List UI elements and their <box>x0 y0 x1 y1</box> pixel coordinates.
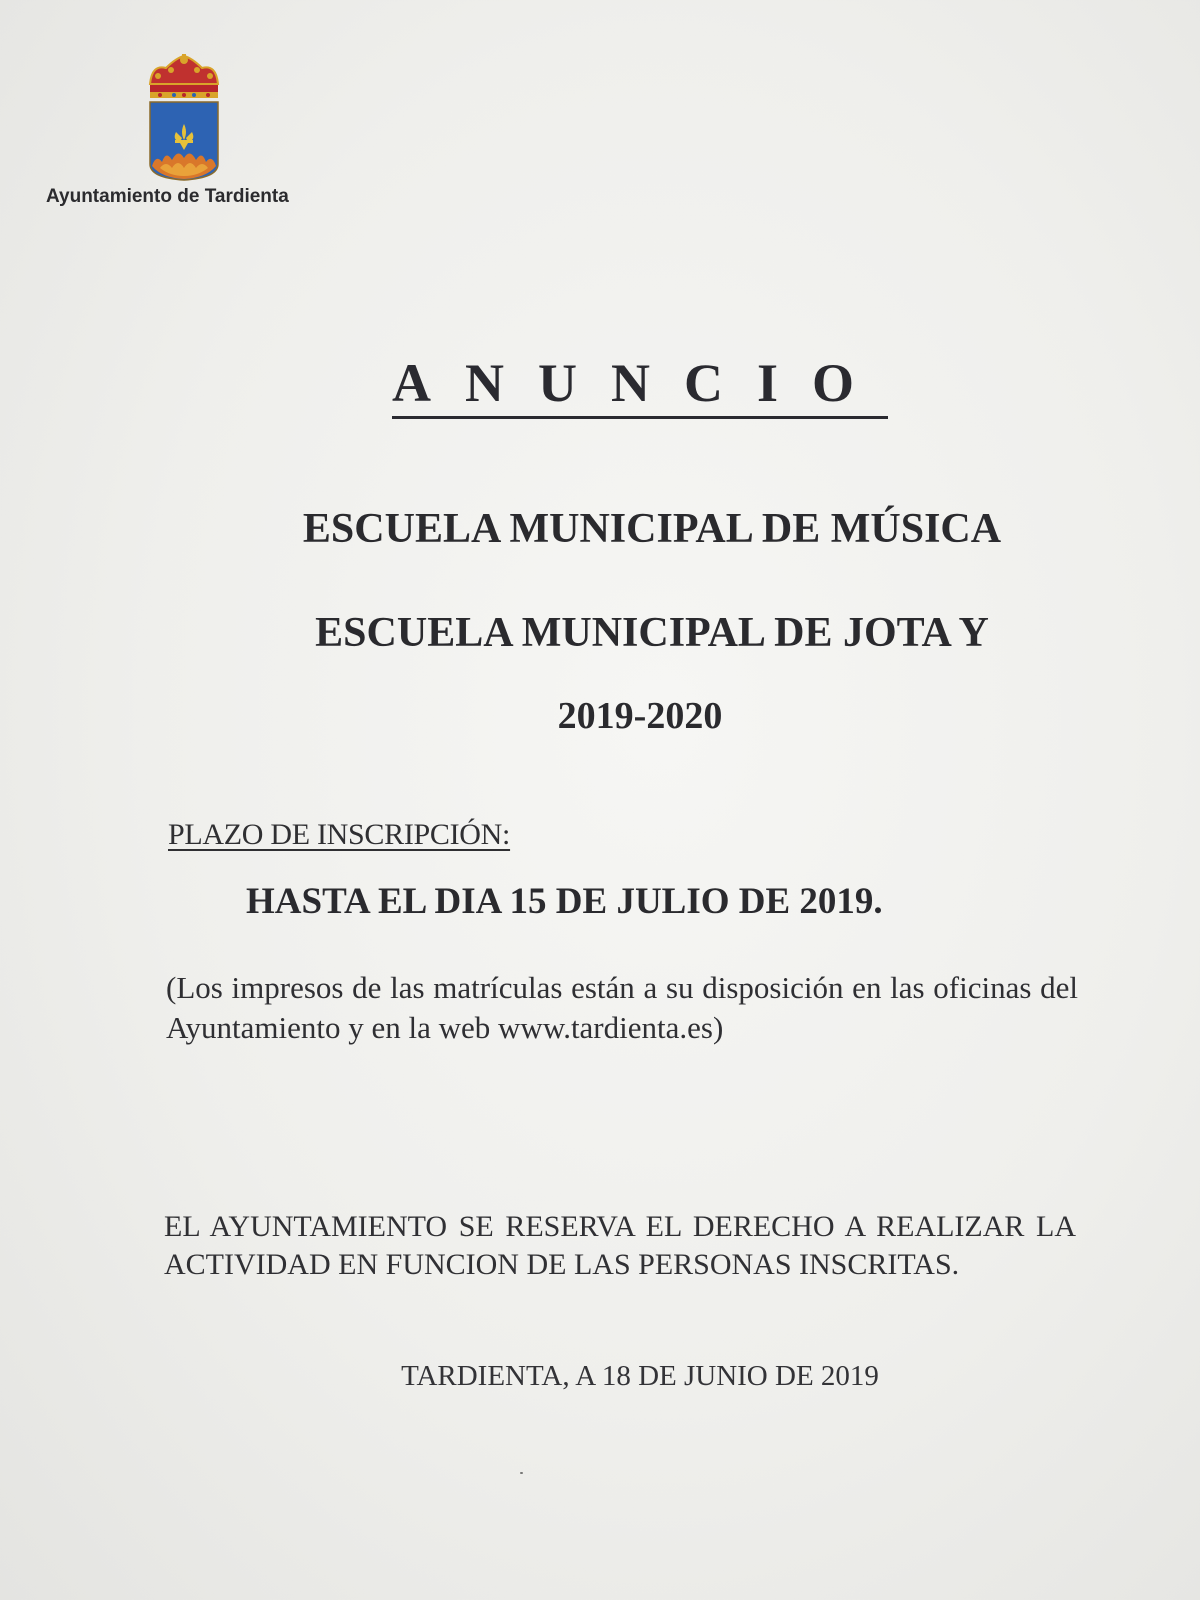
forms-note: (Los impresos de las matrículas están a su disposición en las oficinas del Ayuntamiento y en la web www.tardienta.es) <box>166 970 1078 1045</box>
title-text: ANUNCIO <box>392 352 888 419</box>
disclaimer-text: EL AYUNTAMIENTO SE RESERVA EL DERECHO A REALIZAR LA ACTIVIDAD EN FUNCION DE LAS PERSONAS INSCRITAS. <box>164 1210 1076 1281</box>
organization-name: Ayuntamiento de Tardienta <box>46 186 289 207</box>
page-title <box>0 352 1200 419</box>
academic-year: 2019-2020 <box>557 695 723 737</box>
registration-deadline: HASTA EL DIA 15 DE JULIO DE 2019. <box>246 881 883 922</box>
music-school-heading: ESCUELA MUNICIPAL DE MÚSICA <box>302 506 1002 552</box>
paper-speck <box>520 1472 523 1474</box>
signature-date: TARDIENTA, A 18 DE JUNIO DE 2019 <box>401 1360 879 1392</box>
jota-school-heading: ESCUELA MUNICIPAL DE JOTA Y <box>315 610 989 656</box>
coat-of-arms-icon <box>146 54 222 184</box>
registration-label: PLAZO DE INSCRIPCIÓN: <box>168 818 511 851</box>
